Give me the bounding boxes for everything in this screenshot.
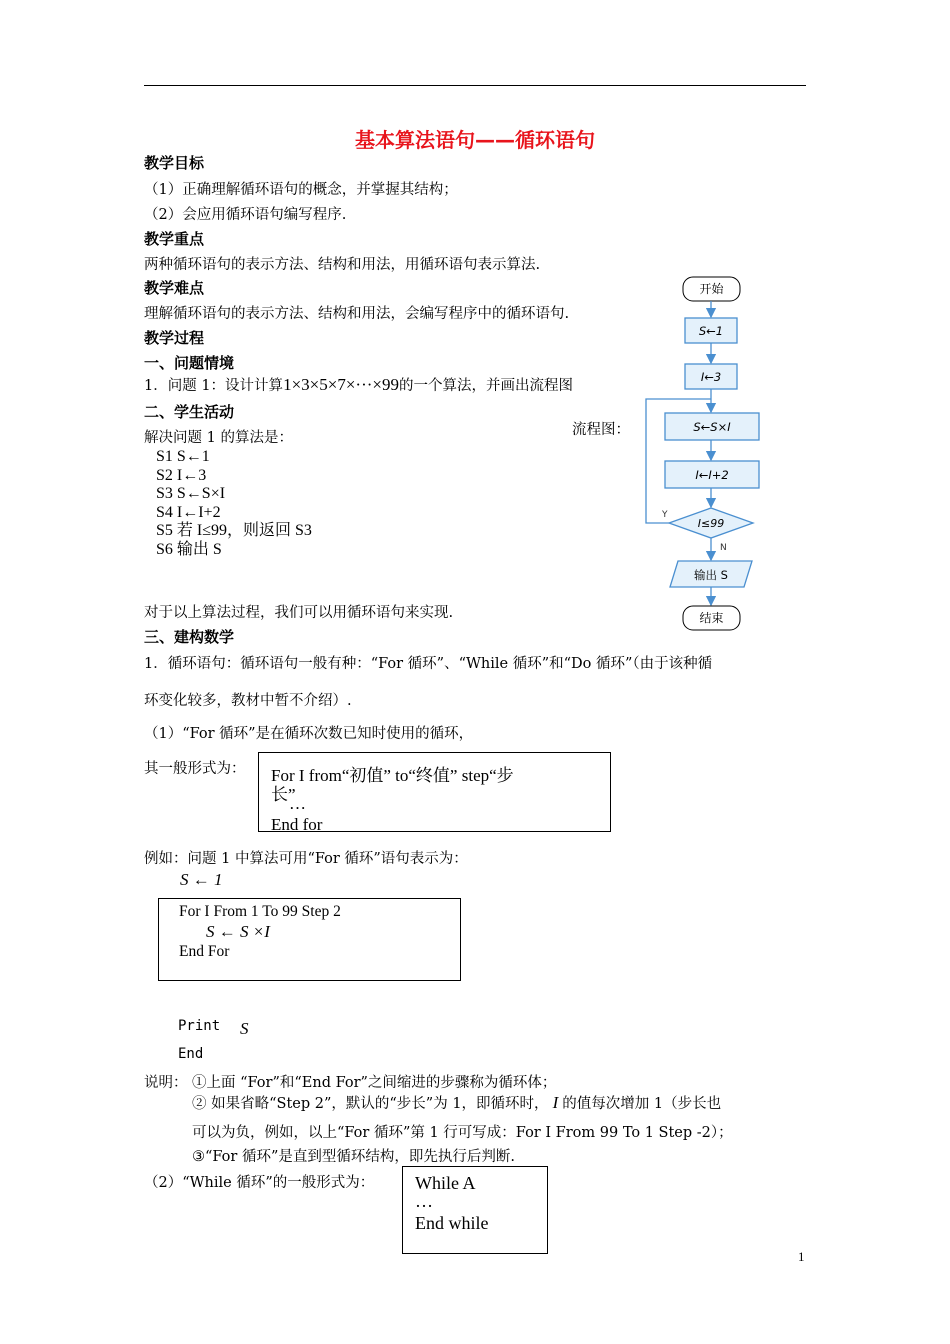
- process-heading: 教学过程: [144, 329, 205, 347]
- for-form-line-3: …: [289, 794, 306, 813]
- construct-line-2: 环变化较多，教材中暂不介绍）.: [144, 693, 352, 709]
- algorithm-step: S3 S←S×I: [156, 485, 226, 502]
- code-line-3: End For: [179, 943, 230, 960]
- for-form-line-2: 长”: [271, 785, 296, 804]
- for-code-box: [158, 898, 461, 981]
- while-intro: （2）“While 循环”的一般形式为：: [144, 1175, 375, 1191]
- for-loop-intro: （1）“For 循环”是在循环次数已知时使用的循环，: [144, 726, 474, 742]
- flowchart-label: 流程图：: [572, 422, 630, 438]
- flowchart-s2-text: I←3: [700, 370, 722, 384]
- while-line-2: …: [415, 1191, 433, 1211]
- section2-heading: 二、学生活动: [144, 403, 235, 421]
- difficulties-text: 理解循环语句的表示方法、结构和用法，会编写程序中的循环语句.: [144, 306, 570, 322]
- while-form-box: [402, 1166, 548, 1254]
- objectives-heading: 教学目标: [144, 154, 205, 172]
- note-2: [192, 1092, 721, 1113]
- note-2-part-b: 的值每次增加 1（步长也: [562, 1096, 722, 1112]
- header-rule: [144, 85, 806, 86]
- algorithm-step: S6 输出 S: [156, 540, 222, 558]
- flowchart-no-label: N: [720, 543, 727, 553]
- while-line-3: End while: [415, 1213, 489, 1233]
- page-number: 1: [798, 1249, 805, 1264]
- key-points-text: 两种循环语句的表示方法、结构和用法，用循环语句表示算法.: [144, 257, 541, 273]
- problem1-text: [144, 374, 573, 395]
- after-steps-text: 对于以上算法过程，我们可以用循环语句来实现.: [144, 605, 454, 621]
- algorithm-step: S5 若 I≤99，则返回 S3: [156, 522, 312, 539]
- algorithm-step: S4 I←I+2: [156, 503, 221, 521]
- flowchart-s1-text: S←1: [698, 324, 724, 338]
- algorithm-steps: [156, 448, 312, 559]
- solution-intro: 解决问题 1 的算法是：: [144, 430, 293, 446]
- general-form-label: 其一般形式为：: [144, 761, 246, 777]
- algorithm-step: S2 I←3: [156, 466, 207, 484]
- flowchart-start-text: 开始: [699, 282, 724, 296]
- flowchart-yes-label: Y: [662, 510, 668, 520]
- key-points-heading: 教学重点: [144, 230, 205, 248]
- flowchart-decision-text: I≤99: [697, 517, 725, 530]
- while-line-1: While A: [415, 1173, 476, 1193]
- flowchart-output-text: 输出 S: [694, 568, 728, 582]
- construct-line-1: 1．循环语句：循环语句一般有种：“For 循环”、“While 循环”和“Do 循环”（由于该种循: [144, 656, 713, 672]
- objective-item-1: （1）正确理解循环语句的概念，并掌握其结构；: [144, 182, 458, 198]
- end-keyword: End: [178, 1046, 204, 1062]
- note-2-variable: I: [552, 1093, 559, 1112]
- difficulties-heading: 教学难点: [144, 279, 205, 297]
- note-2-continued: 可以为负，例如，以上“For 循环”第 1 行可写成：For I From 99 To 1 Step -2）；: [192, 1125, 733, 1141]
- note-1: ①上面 “For”和“End For”之间缩进的步骤称为循环体；: [192, 1075, 557, 1091]
- algorithm-step: S1 S←1: [156, 448, 210, 465]
- flowchart-s3-text: S←S×I: [693, 420, 731, 434]
- for-form-box: [258, 752, 611, 832]
- section3-heading: 三、建构数学: [144, 628, 235, 646]
- code-line-2: S ← S ×I: [206, 922, 270, 941]
- notes-label: 说明：: [144, 1075, 188, 1091]
- problem1-suffix: 的一个算法，并画出流程图: [398, 378, 573, 394]
- problem1-prefix: 1．问题 1：设计计算: [144, 378, 284, 394]
- problem1-formula: 1×3×5×7×···×99: [283, 375, 399, 394]
- print-keyword: Print: [178, 1018, 221, 1034]
- example-intro: 例如：问题 1 中算法可用“For 循环”语句表示为：: [144, 851, 468, 867]
- code-line-1: For I From 1 To 99 Step 2: [179, 903, 341, 920]
- section1-heading: 一、问题情境: [144, 354, 235, 372]
- flowchart-end-text: 结束: [699, 611, 724, 625]
- note-3: ③“For 循环”是直到型循环结构，即先执行后判断.: [192, 1149, 515, 1165]
- objective-item-2: （2）会应用循环语句编写程序.: [144, 207, 347, 223]
- for-form-line-4: End for: [271, 815, 323, 832]
- init-statement: S ← 1: [180, 870, 223, 889]
- note-2-part-a: ② 如果省略“Step 2”，默认的“步长”为 1，即循环时，: [192, 1096, 549, 1112]
- flowchart-s4-text: I←I+2: [695, 468, 729, 482]
- flowchart: [640, 270, 780, 635]
- for-form-line-1: For I from“初值” to“终值” step“步: [271, 766, 514, 785]
- page-title: 基本算法语句——循环语句: [355, 128, 595, 152]
- print-variable: S: [240, 1019, 249, 1038]
